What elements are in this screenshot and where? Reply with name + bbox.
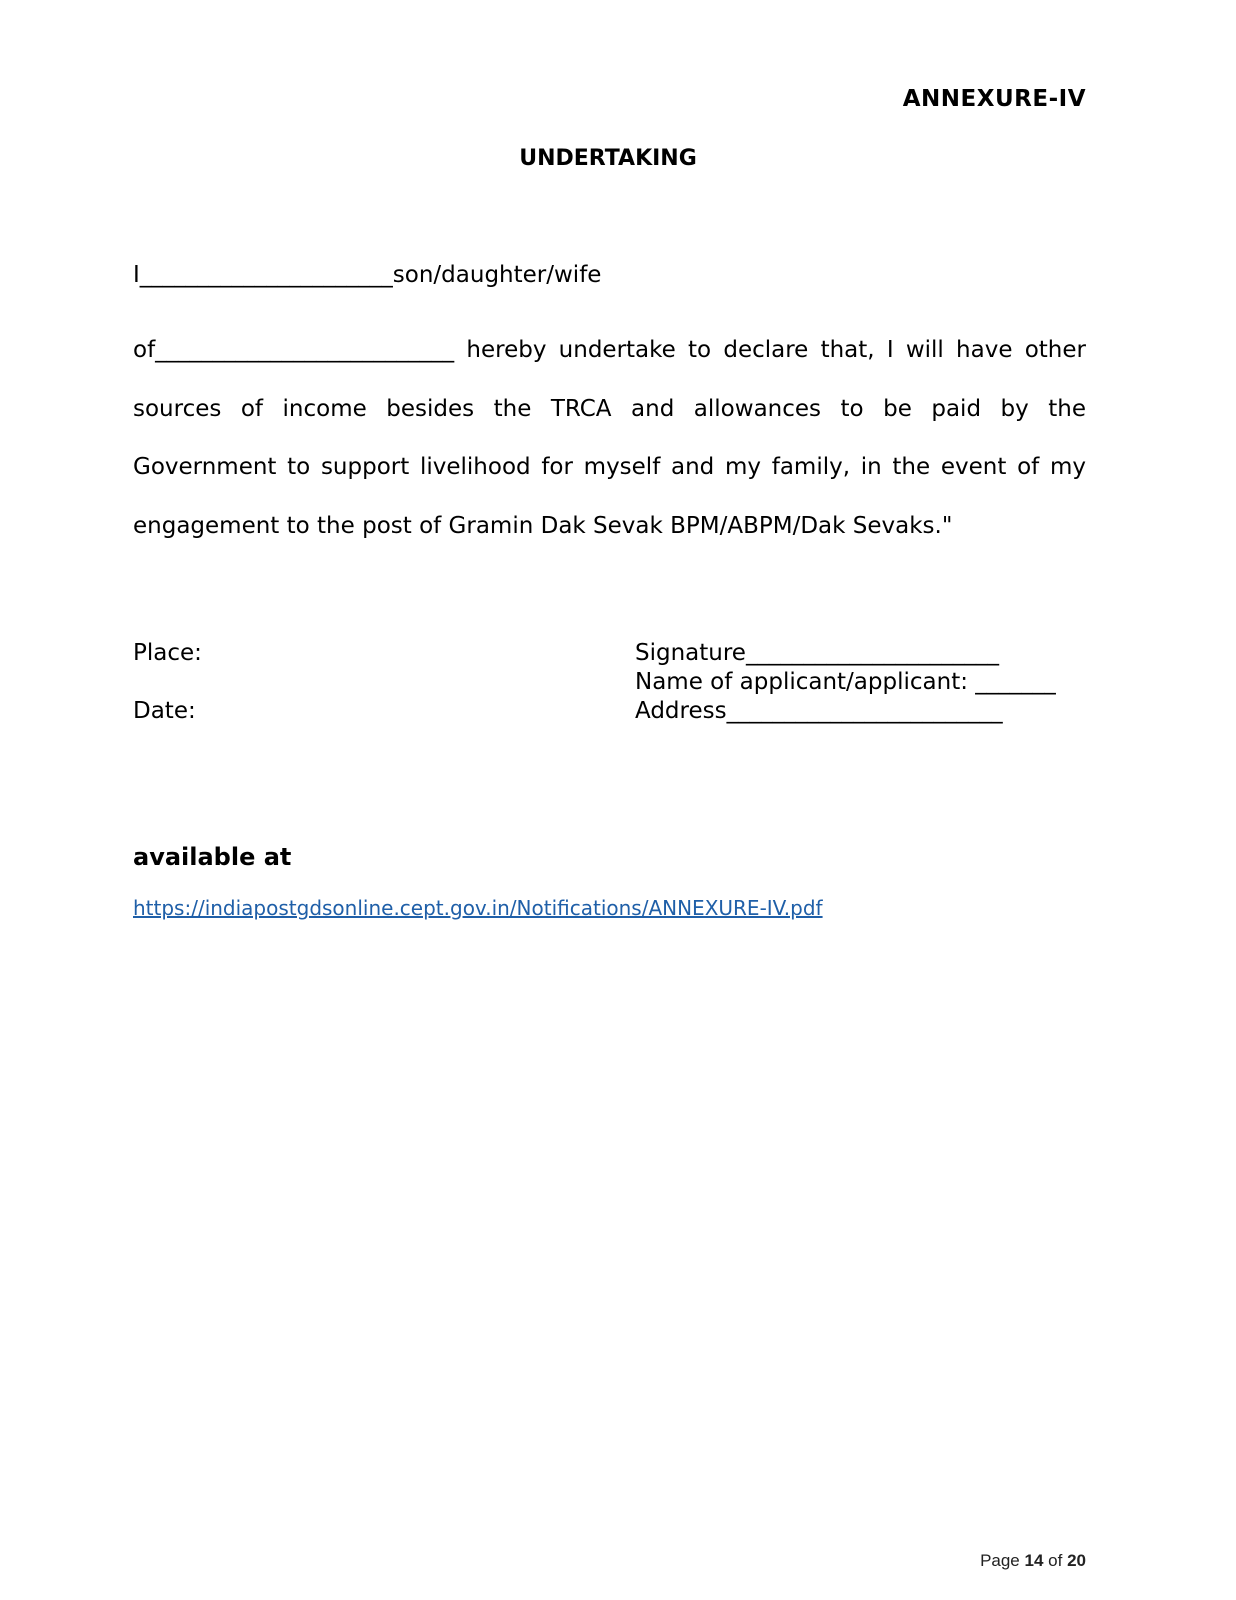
page-word: Page: [980, 1551, 1020, 1570]
place-label: Place:: [133, 640, 202, 666]
declaration-text: hereby undertake to declare that, I will have other sources of income besides the TRCA and allowances to be paid by the Government to support livelihood for myself and my family, in the event of my engagement to the post of Gramin Dak Sevak BPM/ABPM/Dak Sevaks.": [133, 337, 1086, 539]
available-at-label: available at: [133, 843, 292, 871]
page-title: [0, 146, 1236, 171]
declaration-paragraph: [133, 321, 1086, 555]
date-label: Date:: [133, 698, 196, 724]
address-field: Address________________________: [635, 698, 1003, 724]
current-page: 14: [1024, 1551, 1044, 1570]
applicant-name-field: Name of applicant/applicant: _______: [635, 669, 1056, 695]
declaration-line-1: [133, 262, 1086, 288]
relation-text: son/daughter/wife: [392, 262, 602, 288]
undertaking-title: UNDERTAKING: [519, 146, 697, 171]
annexure-heading: ANNEXURE-IV: [902, 86, 1086, 112]
signature-field: Signature______________________: [635, 640, 999, 666]
relative-name-blank: __________________________: [155, 337, 455, 363]
annexure-url-link[interactable]: https://indiapostgdsonline.cept.gov.in/Notifications/ANNEXURE-IV.pdf: [133, 896, 823, 920]
relative-prefix: of: [133, 337, 156, 363]
total-pages: 20: [1067, 1551, 1086, 1570]
of-word: of: [1048, 1551, 1063, 1570]
page-number: [980, 1551, 1086, 1571]
declarant-name-blank: ______________________: [139, 262, 393, 288]
declarant-prefix: I: [133, 262, 140, 288]
